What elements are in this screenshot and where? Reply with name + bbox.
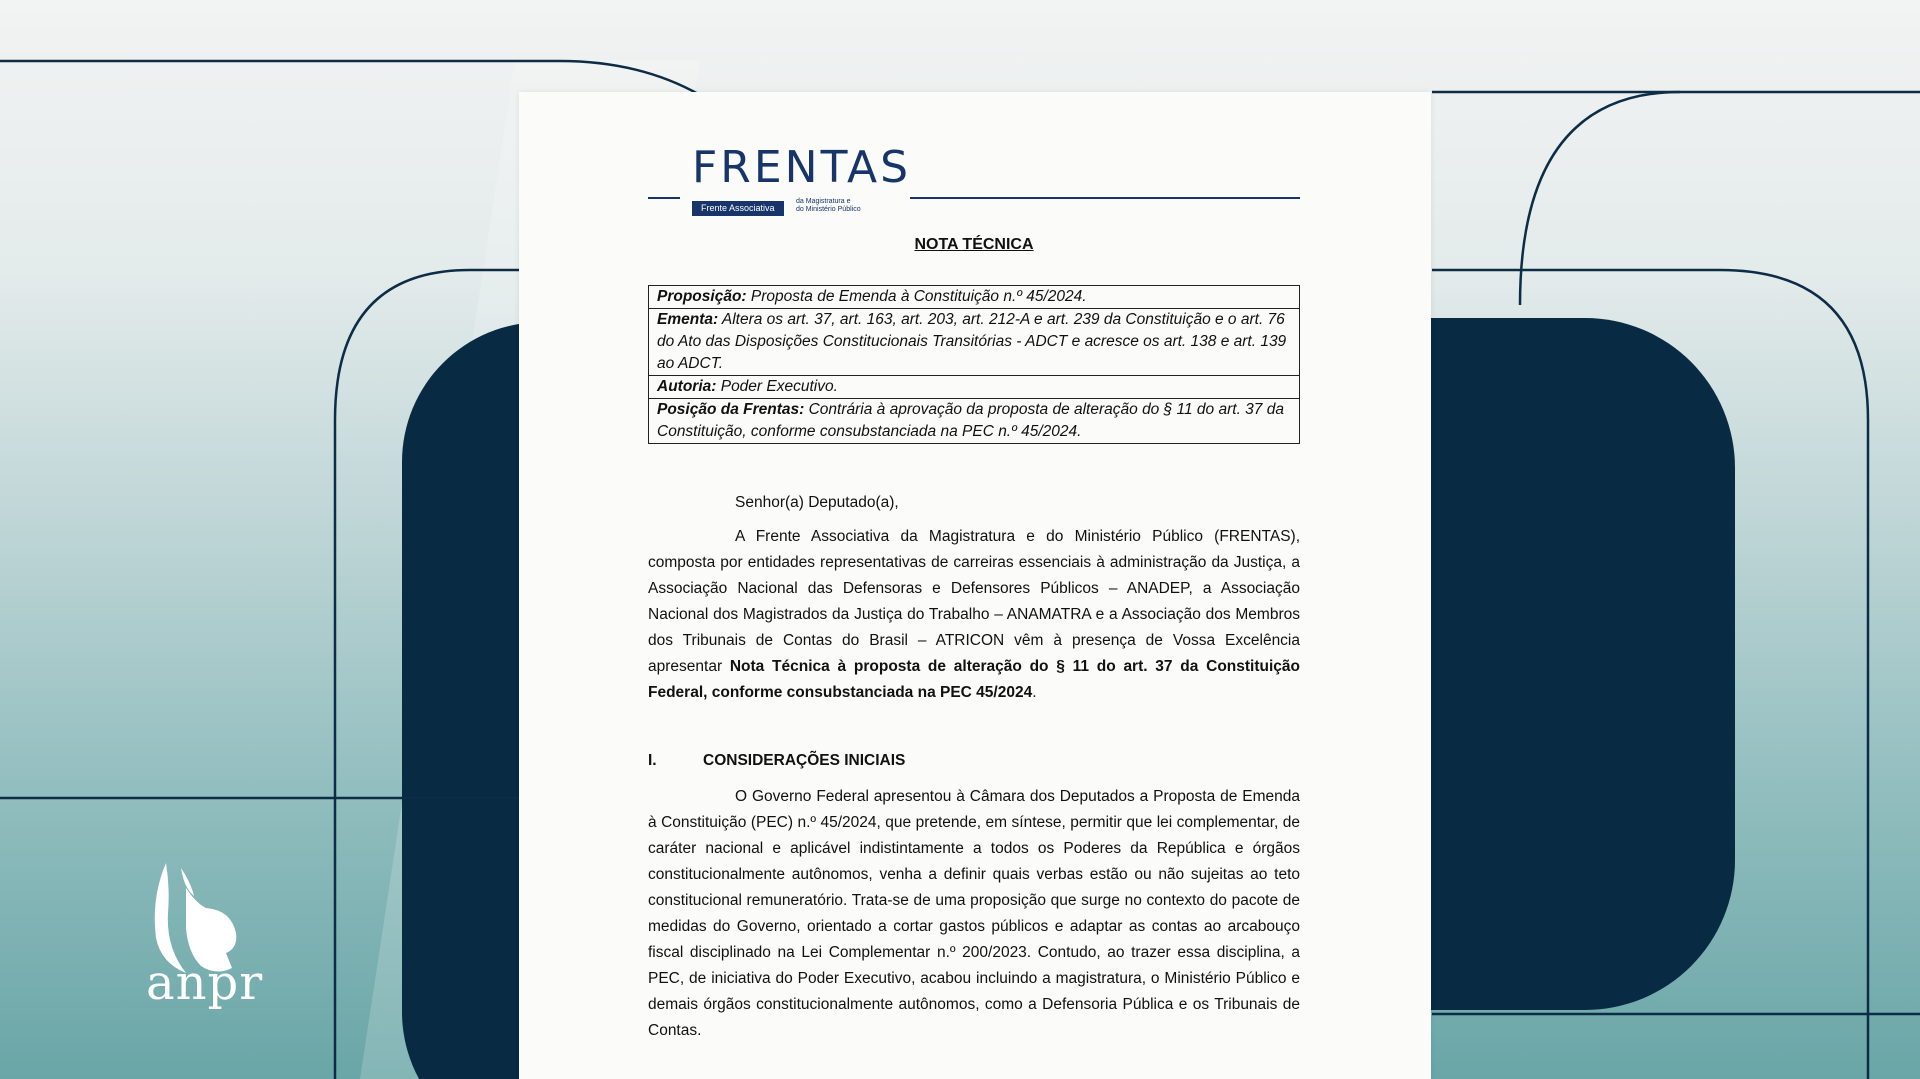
row-label: Ementa: (657, 311, 719, 328)
row-label: Proposição: (657, 288, 747, 305)
section-heading (648, 752, 905, 770)
anpr-wordmark: anpr (146, 955, 264, 1011)
paragraph-considerations-text: O Governo Federal apresentou à Câmara dos Deputados a Proposta de Emenda à Constituição (PEC) n.º 45/2024, que pretende, em síntese, permitir que lei complementar, de caráter nacional e aplicável indistintamente a todos os Poderes da República e órgãos constitucionalmente autônomos, venha a definir quais verbas estão ou não sujeitas ao teto constitucional remuneratório. Trata-se de uma proposição que surge no contexto do pacote de medidas do Governo, orientado a cortar gastos públicos e adaptar as contas ao arcabouço fiscal disciplinado na Lei Complementar n.º 200/2023. Contudo, ao trazer essa disciplina, a PEC, de iniciativa do Poder Executivo, acabou incluindo a magistratura, o Ministério Público e demais órgãos constitucionalmente autônomos, como a Defensoria Pública e os Tribunais de Contas. (648, 788, 1300, 1039)
table-row (649, 286, 1300, 309)
salutation: Senhor(a) Deputado(a), (735, 494, 899, 511)
table-cell (649, 376, 1300, 399)
logo-rule-left (648, 197, 680, 199)
section-number: I. (648, 752, 657, 769)
paragraph-intro-bold: Nota Técnica à proposta de alteração do § 11 do art. 37 da Constituição Federal, conforme consubstanciada na PEC 45/2024 (648, 658, 1300, 701)
logo-subtitle-line2: do Ministério Público (796, 206, 861, 213)
salutation-block (648, 490, 1300, 516)
logo-wordmark: FRENTAS (692, 142, 912, 193)
row-text: Contrária à aprovação da proposta de alteração do § 11 do art. 37 da Constituição, conforme consubstanciada na PEC n.º 45/2024. (657, 401, 1284, 440)
document-title: NOTA TÉCNICA (914, 236, 1034, 253)
logo-badge: Frente Associativa (692, 201, 784, 216)
logo-rule-right (910, 197, 1300, 199)
row-label: Posição da Frentas: (657, 401, 805, 418)
table-row (649, 376, 1300, 399)
table-cell (649, 286, 1300, 309)
table-row (649, 399, 1300, 444)
row-text: Altera os art. 37, art. 163, art. 203, art. 212-A e art. 239 da Constituição e o art. 76 do Ato das Disposições Constitucionais Transitórias - ADCT e acresce os art. 138 e art. 139 ao ADCT. (657, 311, 1287, 372)
logo-subtitle (796, 198, 861, 214)
row-text: Proposta de Emenda à Constituição n.º 45/2024. (746, 288, 1087, 305)
table-row (649, 309, 1300, 376)
row-label: Autoria: (657, 378, 717, 395)
paragraph-intro-end: . (1032, 684, 1037, 701)
logo-subtitle-line1: da Magistratura e (796, 198, 851, 205)
paragraph-considerations (648, 784, 1300, 1044)
table-cell (649, 399, 1300, 444)
row-text: Poder Executivo. (716, 378, 838, 395)
paragraph-intro (648, 524, 1300, 706)
paragraph-intro-plain: A Frente Associativa da Magistratura e do Ministério Público (FRENTAS), composta por entidades representativas de carreiras essenciais à administração da Justiça, a Associação Nacional das Defensoras e Defensores Públicos – ANADEP, a Associação Nacional dos Magistrados da Justiça do Trabalho – ANAMATRA e a Associação dos Membros dos Tribunais de Contas do Brasil – ATRICON vêm à presença de Vossa Excelência apresentar (648, 528, 1300, 675)
table-cell (649, 309, 1300, 376)
right-arc-outline (1520, 92, 1680, 305)
info-table (648, 285, 1300, 444)
document-page (519, 92, 1431, 1079)
section-title: CONSIDERAÇÕES INICIAIS (703, 752, 906, 769)
paragraph-intro-text (648, 524, 1300, 706)
